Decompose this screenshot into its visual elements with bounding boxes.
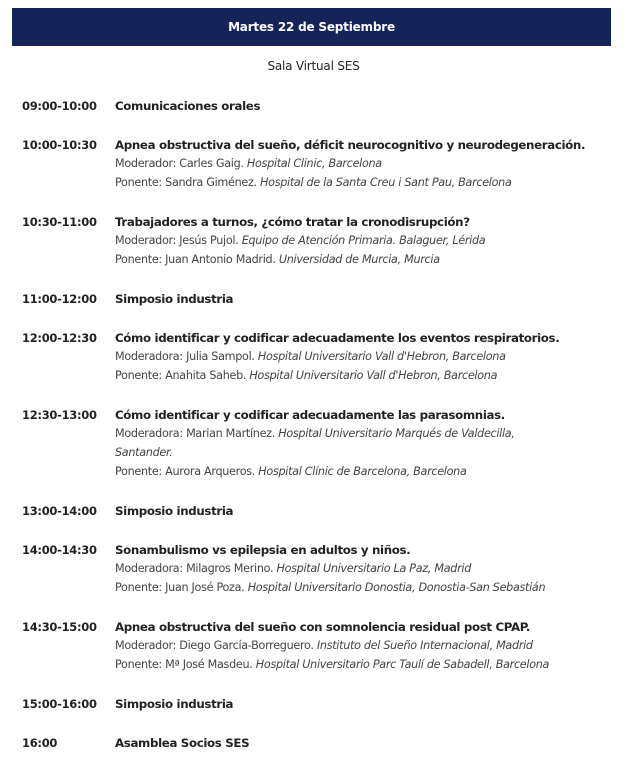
session-time: 12:30-13:00 bbox=[22, 408, 97, 422]
session-title: Asamblea Socios SES bbox=[115, 736, 250, 750]
person-name: Ponente: Juan Antonio Madrid. bbox=[115, 253, 279, 266]
session-time: 13:00-14:00 bbox=[22, 504, 97, 518]
session-content bbox=[115, 541, 585, 597]
session-title: Apnea obstructiva del sueño, déficit neurocognitivo y neurodegeneración. bbox=[115, 138, 586, 152]
session-title: Trabajadores a turnos, ¿cómo tratar la cronodisrupción? bbox=[115, 215, 470, 229]
moderator-line bbox=[115, 636, 585, 655]
session-time: 09:00-10:00 bbox=[22, 99, 97, 113]
session-content bbox=[115, 136, 585, 192]
institution: Hospital Universitario Vall d'Hebron, Barcelona bbox=[249, 369, 498, 382]
session-content bbox=[115, 502, 585, 520]
institution: Instituto del Sueño Internacional, Madrid bbox=[316, 639, 533, 652]
session-time: 10:30-11:00 bbox=[22, 215, 97, 229]
session-content bbox=[115, 213, 585, 269]
institution: Hospital Universitario La Paz, Madrid bbox=[276, 562, 471, 575]
moderator-line bbox=[115, 231, 585, 250]
session-time: 14:00-14:30 bbox=[22, 543, 97, 557]
speaker-line bbox=[115, 462, 585, 481]
moderator-line bbox=[115, 347, 585, 366]
person-name: Ponente: Sandra Giménez. bbox=[115, 176, 261, 189]
session-title: Simposio industria bbox=[115, 697, 234, 711]
person-name: Moderadora: Julia Sampol. bbox=[115, 350, 258, 363]
session-content bbox=[115, 734, 585, 752]
day-title: Martes 22 de Septiembre bbox=[228, 20, 395, 34]
speaker-line bbox=[115, 366, 585, 385]
person-name: Moderadora: Marian Martínez. bbox=[115, 427, 279, 440]
speaker-line bbox=[115, 578, 585, 597]
person-name: Ponente: Juan José Poza. bbox=[115, 581, 248, 594]
session-title: Cómo identificar y codificar adecuadamente las parasomnias. bbox=[115, 408, 505, 422]
session-time: 11:00-12:00 bbox=[22, 292, 97, 306]
person-name: Ponente: Mª José Masdeu. bbox=[115, 658, 256, 671]
moderator-line bbox=[115, 154, 585, 173]
session-title: Simposio industria bbox=[115, 504, 234, 518]
moderator-line bbox=[115, 424, 555, 462]
session-title: Simposio industria bbox=[115, 292, 234, 306]
session-time: 10:00-10:30 bbox=[22, 138, 97, 152]
institution: Hospital Universitario Parc Taulí de Sabadell, Barcelona bbox=[255, 658, 550, 671]
institution: Hospital Universitario Donostia, Donostia-San Sebastián bbox=[247, 581, 546, 594]
institution: Hospital de la Santa Creu i Sant Pau, Barcelona bbox=[260, 176, 512, 189]
speaker-line bbox=[115, 655, 585, 674]
institution: Hospital Clinic, Barcelona bbox=[246, 157, 382, 170]
person-name: Moderadora: Milagros Merino. bbox=[115, 562, 277, 575]
room-name: Sala Virtual SES bbox=[267, 59, 360, 73]
person-name: Moderador: Diego García-Borreguero. bbox=[115, 639, 317, 652]
moderator-line bbox=[115, 559, 585, 578]
institution: Hospital Clínic de Barcelona, Barcelona bbox=[258, 465, 467, 478]
speaker-line bbox=[115, 250, 585, 269]
session-content bbox=[115, 97, 585, 115]
session-content bbox=[115, 329, 585, 385]
person-name: Ponente: Aurora Arqueros. bbox=[115, 465, 259, 478]
session-time: 16:00 bbox=[22, 736, 58, 750]
session-time: 14:30-15:00 bbox=[22, 620, 97, 634]
institution: Hospital Universitario Vall d'Hebron, Barcelona bbox=[257, 350, 506, 363]
day-header bbox=[12, 8, 611, 46]
session-title: Cómo identificar y codificar adecuadamente los eventos respiratorios. bbox=[115, 331, 560, 345]
session-time: 12:00-12:30 bbox=[22, 331, 97, 345]
session-content bbox=[115, 618, 585, 674]
person-name: Moderador: Jesús Pujol. bbox=[115, 234, 242, 247]
session-time: 15:00-16:00 bbox=[22, 697, 97, 711]
session-content bbox=[115, 695, 585, 713]
person-name: Moderador: Carles Gaig. bbox=[115, 157, 247, 170]
speaker-line bbox=[115, 173, 585, 192]
session-title: Apnea obstructiva del sueño con somnolencia residual post CPAP. bbox=[115, 620, 531, 634]
session-title: Comunicaciones orales bbox=[115, 99, 261, 113]
session-content bbox=[115, 290, 585, 308]
person-name: Ponente: Anahita Saheb. bbox=[115, 369, 250, 382]
institution: Universidad de Murcia, Murcia bbox=[278, 253, 440, 266]
session-content bbox=[115, 406, 585, 481]
session-title: Sonambulismo vs epilepsia en adultos y niños. bbox=[115, 543, 411, 557]
institution: Equipo de Atención Primaria. Balaguer, Lérida bbox=[241, 234, 486, 247]
institution: Hospital Universitario Marqués de Valdecilla, Santander. bbox=[115, 427, 515, 459]
